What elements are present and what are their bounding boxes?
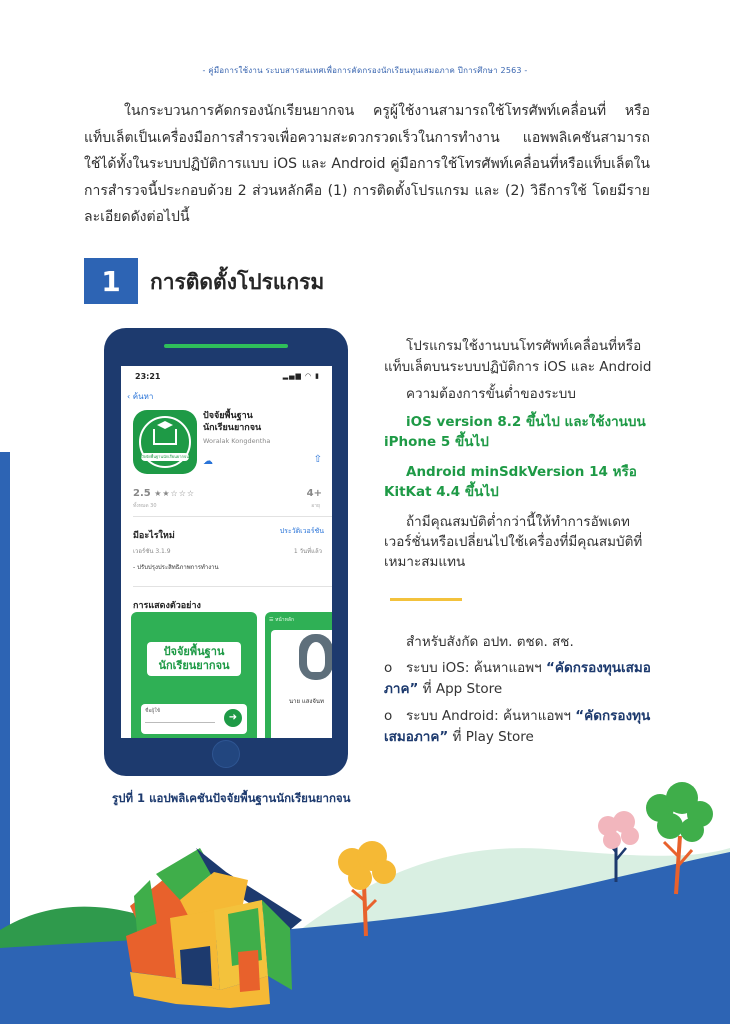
whats-new-heading: มีอะไรใหม่ [133,531,175,541]
ios-requirement-text: iOS version 8.2 ขึ้นไป และใช้งานบน iPhone 5 ขึ้นไป [384,414,646,450]
section-number: 1 [84,258,138,304]
intro-text: ในกระบวนการคัดกรองนักเรียนยากจน ครูผู้ใช้งานสามารถใช้โทรศัพท์เคลื่อนที่ หรือแท็บเล็ตเป็นเครื่องมือการสำรวจเพื่อความสะดวกรวดเร็วในการทำงาน แอพพลิเคชันสามารถใช้ได้ทั้งในระบบปฏิบัติการแบบ iOS และ Android คู่มือการใช้โทรศัพท์เคลื่อนที่หรือแท็บเล็ตในการสำรวจนี้ประกอบด้วย 2 ส่วนหลักคือ (1) การติดตั้งโปรแกรม และ (2) วิธีการใช้ โดยมีรายละเอียดดังต่อไปนี้ [84,103,650,225]
share-icon[interactable]: ⇧ [313,454,322,465]
app-icon [133,410,197,474]
requirements-text: ความต้องการขั้นต่ำของระบบ [406,386,576,402]
figure-caption: รูปที่ 1 แอปพลิเคชันปัจจัยพื้นฐานนักเรียนยากจน [112,791,351,805]
screenshot-preview-2[interactable] [265,612,332,738]
ios-store-instruction [384,658,652,700]
tree-green [646,782,713,894]
android-suffix: ที่ Play Store [448,729,534,745]
android-requirement-text: Android minSdkVersion 14 หรือ KitKat 4.4 ขึ้นไป [384,464,637,500]
download-cloud-icon[interactable]: ☁ [203,456,213,467]
pale-green-hill [300,848,730,1024]
divider [133,586,332,587]
bullet: o [384,708,393,724]
android-app-name: “คัดกรองทุนเสมอภาค” [384,708,651,745]
preview-menu-label: ☰ หน้าหลัก [269,617,294,623]
tree-yellow [338,841,396,936]
app-name-line1: ปัจจัยพื้นฐาน [203,411,253,421]
version-history-link[interactable]: ประวัติเวอร์ชัน [279,527,324,535]
status-time: 23:21 [135,372,161,381]
phone-speaker [164,344,288,348]
preview-title [147,642,241,676]
update-advice-text: ถ้ามีคุณสมบัติต่ำกว่านี้ให้ทำการอัพเดทเวอร์ชั่นหรือเปลี่ยนไปใช้เครื่องที่มีคุณสมบัติที่เหมาะสมแทน [384,514,643,570]
app-icon-band-text: ปัจจัยพื้นฐานนักเรียนยากจน [141,454,189,459]
preview-person-name: นาย แสงจันท [289,698,324,705]
updated-ago: 1 วันที่แล้ว [293,548,322,555]
update-note: - ปรับปรุงประสิทธิภาพการทำงาน [133,564,219,571]
blue-ground [0,852,730,1024]
preview-title-line1: ปัจจัยพื้นฐาน [163,645,225,658]
tree-pink [598,811,639,882]
ios-requirement [384,412,652,452]
age-label: อายุ [311,503,320,509]
rating-count: ทั้งหมด 30 [133,503,157,509]
app-name [203,410,323,434]
preview-login-card [141,704,247,734]
preview-title-line2: นักเรียนยากจน [158,659,230,672]
developer-name[interactable]: Woralak Kongdentha [203,437,271,445]
arrow-right-icon: ➜ [224,709,242,727]
android-store-instruction [384,706,652,748]
phone-screen [121,366,332,738]
app-icon-band [141,453,189,461]
rating [133,488,195,499]
rating-stars: ★★☆☆☆ [154,489,196,498]
intro-paragraph [84,98,650,231]
requirements-heading [384,382,652,404]
ios-prefix: ระบบ iOS: ค้นหาแอพฯ [406,660,547,676]
avatar [299,634,332,680]
android-requirement [384,462,652,502]
update-advice [384,512,652,572]
platform-paragraph [384,336,652,378]
divider [133,516,332,517]
preview-input-label: ชื่อผู้ใช้ [145,708,161,714]
preview-heading: การแสดงตัวอย่าง [133,601,201,611]
green-hill [0,907,260,1024]
version-number: เวอร์ชัน 3.1.9 [133,548,171,555]
home-button [212,740,240,768]
platform-text: โปรแกรมใช้งานบนโทรศัพท์เคลื่อนที่หรือแท็บเล็ตบนระบบปฏิบัติการ iOS และ Android [384,338,652,375]
page-header: - คู่มือการใช้งาน ระบบสารสนเทศเพื่อการคัดกรองนักเรียนทุนเสมอภาค ปีการศึกษา 2563 - [202,66,528,75]
preview-input-line [145,722,215,723]
app-name-line2: นักเรียนยากจน [203,423,262,433]
section-title: การติดตั้งโปรแกรม [150,270,325,294]
status-icons: ▂▄▆ ◠ ▮ [282,372,320,380]
rating-value: 2.5 [133,488,151,499]
ios-suffix: ที่ App Store [418,681,503,697]
yellow-divider [390,598,462,601]
android-prefix: ระบบ Android: ค้นหาแอพฯ [406,708,576,724]
phone-mockup [104,328,348,776]
affiliation-line [384,630,652,652]
book-icon [153,429,177,445]
house-illustration [126,848,302,1008]
status-bar [135,372,320,381]
ios-app-name: “คัดกรองทุนเสมอภาค” [384,660,651,697]
left-blue-strip [0,452,10,932]
bullet: o [384,660,393,676]
affiliation-text: สำหรับสังกัด อปท. ตชด. สช. [406,634,574,650]
screenshot-preview-1[interactable] [131,612,257,738]
age-rating: 4+ [306,488,322,499]
back-to-search-link[interactable]: ‹ ค้นหา [127,392,154,401]
